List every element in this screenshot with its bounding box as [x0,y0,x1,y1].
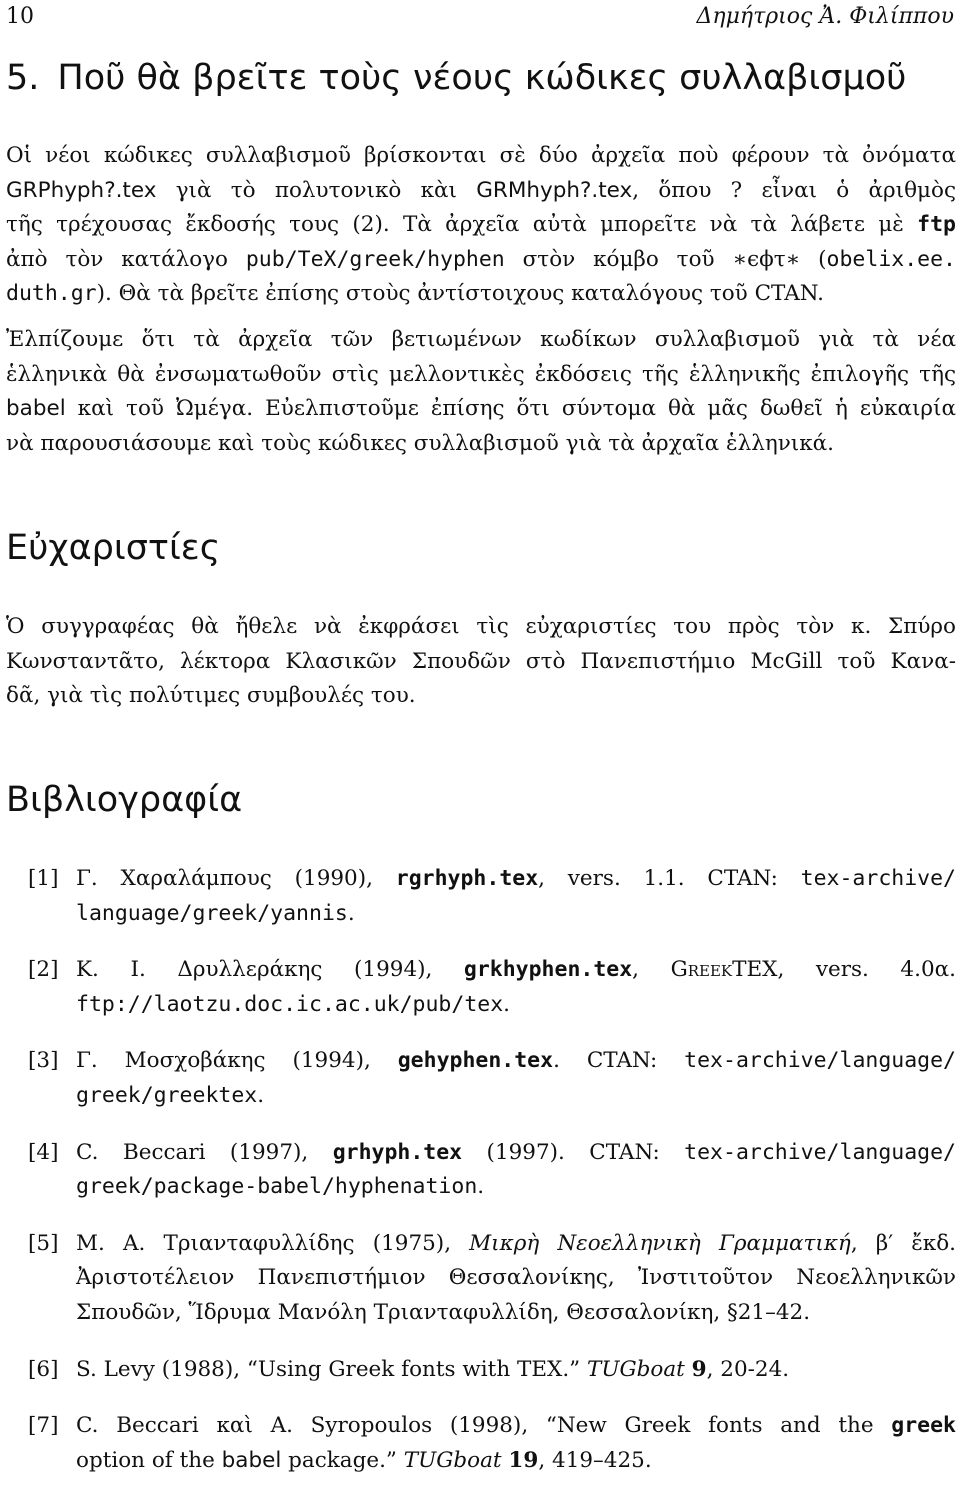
code-filename: GRMhyph?.tex [476,177,633,203]
code-filename: GRPhyph?.tex [6,177,157,203]
reference-item [0,953,960,1022]
text-span: . [347,900,355,926]
text-span: νὰ παρουσιάσουμε καὶ τοὺς κώδικες συλλαβισμοῦ γιὰ τὰ ἀρχαῖα ἑλληνικά. [6,430,834,456]
text-span: option of the [76,1447,222,1473]
text-span: δᾶ, γιὰ τὶς πολύτιμες συμβουλές του. [6,683,416,709]
code-path: pub/TeX/greek/hyphen [245,246,505,272]
text-line [6,243,956,278]
text-line [76,1261,956,1296]
reference-label: [2] [28,957,59,983]
text-span: . [477,1174,485,1200]
text-span: Μ. Α. Τριανταφυλλίδης (1975), [76,1230,470,1256]
acknowledgements-heading: Εὐχαριστίες [6,528,221,568]
text-span: Γ. Μοσχοβάκης (1994), [76,1048,398,1074]
reference-item [0,1136,960,1205]
text-span: . CTAN: [553,1048,685,1074]
reference-item [0,1353,960,1388]
text-line [6,174,956,209]
text-span: ἀπὸ τὸν κατάλογο [6,246,246,272]
product-name: GreekTEX [670,957,778,983]
code-path: tex-archive/language/ [684,1048,956,1074]
text-line [76,1136,956,1171]
text-line [76,1044,956,1079]
journal-name: TUGboat [403,1447,502,1473]
text-span [685,1357,692,1382]
text-line [6,645,956,680]
reference-item [0,1409,960,1478]
text-span: Ἀριστοτέλειον Πανεπιστήμιον Θεσσαλονίκης, Ἰνστιτοῦτον Νεοελληνικῶν [76,1265,956,1291]
text-span: , [632,957,671,983]
code-path: greek/package-babel/hyphenation [76,1174,478,1200]
text-span: Σπουδῶν, Ἵδρυμα Μανόλη Τριανταφυλλίδη, Θεσσαλονίκη, §21–42. [76,1299,811,1325]
text-line [6,427,956,462]
text-line [6,610,956,645]
reference-body [76,1136,956,1205]
text-span: Ἐλπίζουμε ὅτι τὰ ἀρχεῖα τῶν βετιωμένων κωδίκων συλλαβισμοῦ γιὰ τὰ νέα [6,327,956,352]
text-span: C. Beccari καὶ A. Syropoulos (1998), “New Greek fonts and the [76,1413,892,1439]
section-paragraph-2 [6,323,956,461]
page-number: 10 [6,4,34,29]
reference-item [0,862,960,931]
text-span: , β′ ἔκδ. [850,1230,956,1256]
reference-body [76,1227,956,1331]
text-span: Ὁ συγγραφέας θὰ ἤθελε νὰ ἐκφράσει τὶς εὐχαριστίες του πρὸς τὸν κ. Σπύρο [6,614,956,639]
reference-item [0,1227,960,1331]
text-span: Κωνσταντᾶτο, λέκτορα Κλασικῶν Σπουδῶν στὸ Πανεπιστήμιο McGill τοῦ Κανα- [6,648,956,674]
text-line [76,1296,956,1331]
code-path: language/greek/yannis [76,900,348,926]
text-line [6,679,956,714]
code-url: ftp://laotzu.doc.ic.ac.uk/pub/tex [76,991,504,1017]
reference-label: [5] [28,1230,59,1256]
code-host: duth.gr [6,281,97,307]
text-span: γιὰ τὸ πολυτονικὸ κὰι [156,177,477,203]
section-paragraph-1 [6,139,956,312]
reference-label: [4] [28,1139,59,1165]
reference-body [76,1044,956,1113]
text-line [76,953,956,988]
text-line [6,277,956,312]
bibliography-heading: Βιβλιογραφία [6,780,243,820]
text-line [76,1353,956,1388]
text-span: ἑλληνικὰ θὰ ἐνσωματωθοῦν στὶς μελλοντικὲς ἐκδόσεις τῆς ἑλληνικῆς ἐπιλογῆς τῆς [6,361,956,387]
text-span: ). Θὰ τὰ βρεῖτε ἐπίσης στοὺς ἀντίστοιχους καταλόγους τοῦ CTAN. [96,281,824,307]
journal-name: TUGboat [587,1356,685,1382]
text-span: , 419–425. [538,1447,652,1473]
text-span: Κ. Ι. Δρυλλεράκης (1994), [76,957,464,983]
journal-volume: 9 [691,1356,707,1382]
text-span: , vers. 1.1. CTAN: [538,866,801,891]
section-heading [6,56,906,100]
reference-label: [7] [28,1413,59,1439]
text-line [6,323,956,358]
package-name: babel [221,1447,282,1473]
code-filename: rgrhyph.tex [395,866,539,891]
text-line [76,1079,956,1114]
running-author: Δημήτριος Ἀ. Φιλίππου [696,4,954,29]
text-line [76,1409,956,1444]
reference-body [76,953,956,1022]
text-line [76,862,956,897]
code-path: tex-archive/ [800,866,956,891]
code-filename: gehyphen.tex [397,1048,554,1074]
acknowledgements-paragraph [6,610,956,714]
code-filename: grkhyphen.tex [463,957,633,983]
text-span: , vers. 4.0α. [777,957,956,983]
text-span: package.” [281,1447,404,1473]
code-term: greek [891,1413,956,1439]
text-span: στὸν κόμβο τοῦ ∗ϵϕτ∗ ( [504,246,827,272]
text-line [6,208,956,243]
reference-label: [1] [28,866,59,891]
reference-body [76,1409,956,1478]
text-span: S. Levy (1988), “Using Greek fonts with TEX.” [76,1356,588,1382]
reference-item [0,1044,960,1113]
code-path: tex-archive/language/ [684,1139,956,1165]
text-line [6,392,956,427]
text-line [6,139,956,174]
text-span: (1997). CTAN: [462,1139,685,1165]
code-term: ftp [917,212,956,238]
reference-label: [3] [28,1048,59,1074]
reference-body [76,1353,956,1388]
book-title: Μικρὴ Νεοελληνικὴ Γραμματική [469,1230,851,1256]
text-span: . [257,1082,265,1108]
text-span: C. Beccari (1997), [76,1139,333,1165]
text-span: καὶ τοῦ Ὠμέγα. Εὐελπιστοῦμε ἐπίσης ὅτι σύντομα θὰ μᾶς δωθεῖ ἡ εὐκαιρία [65,396,956,422]
running-header [6,2,954,32]
text-line [76,988,956,1023]
text-span: τῆς τρέχουσας ἔκδοσής τους (2). Τὰ ἀρχεῖα αὐτὰ μπορεῖτε νὰ τὰ λάβετε μὲ [6,212,918,238]
text-span: , ὅπου ? εἶναι ὁ ἀριθμὸς [632,177,956,203]
reference-body [76,862,956,931]
text-line [76,1227,956,1262]
text-line [6,358,956,393]
section-title: Ποῦ θὰ βρεῖτε τοὺς νέους κώδικες συλλαβισμοῦ [57,58,907,98]
text-span: Γ. Χαραλάμπους (1990), [76,866,396,891]
code-path: greek/greektex [76,1082,258,1108]
code-filename: grhyph.tex [332,1139,463,1165]
code-host: obelix.ee. [826,246,956,272]
text-line [76,897,956,932]
journal-volume: 19 [508,1447,539,1473]
section-number: 5. [6,58,40,98]
reference-label: [6] [28,1356,59,1382]
text-span: , 20-24. [706,1356,790,1382]
text-line [76,1444,956,1479]
package-name: babel [6,396,66,422]
text-span: Οἱ νέοι κώδικες συλλαβισμοῦ βρίσκονται σὲ δύο ἀρχεῖα ποὺ φέρουν τὰ ὀνόματα [6,143,956,168]
text-span: . [503,991,510,1017]
text-line [76,1170,956,1205]
reference-list [0,862,960,1500]
